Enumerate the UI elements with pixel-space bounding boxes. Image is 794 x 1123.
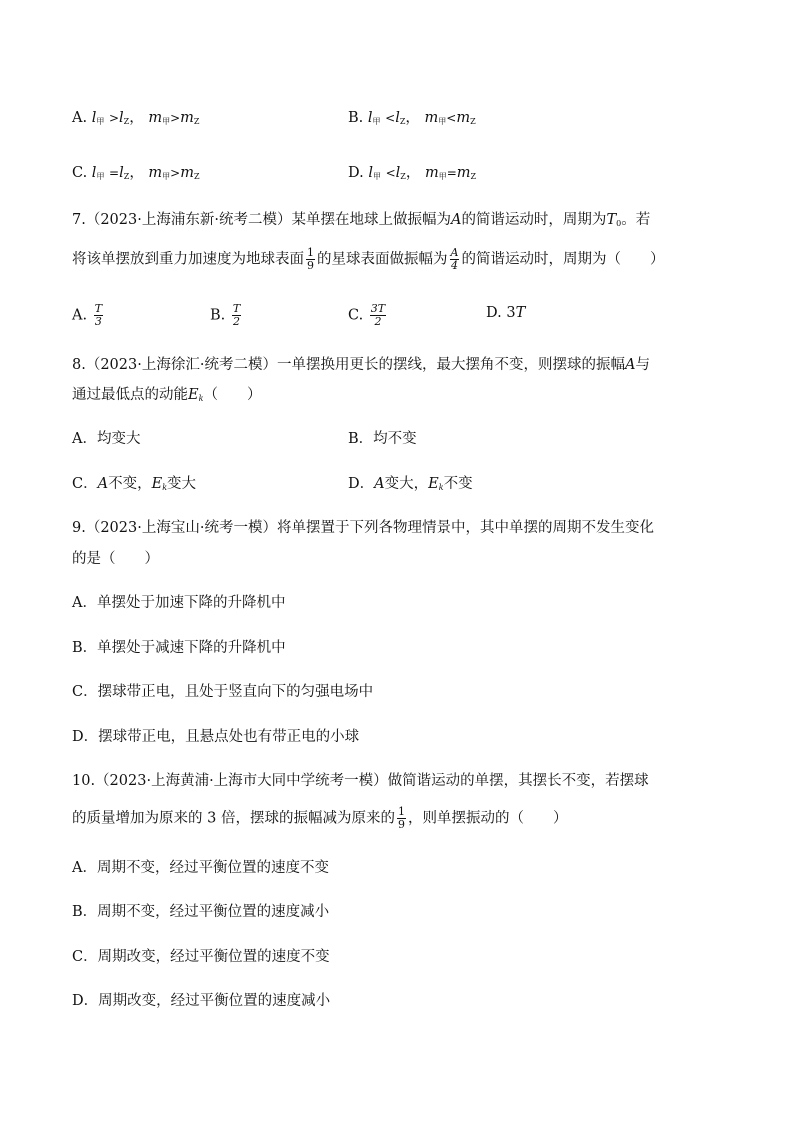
option-label: D． xyxy=(348,476,375,492)
fraction-one-ninth xyxy=(397,806,406,831)
subscript: k xyxy=(162,483,168,492)
q7-option-c[interactable] xyxy=(348,303,388,328)
amplitude-symbol: A xyxy=(97,476,109,492)
option-label: A. xyxy=(72,307,88,324)
sub-yi: Z xyxy=(123,172,130,181)
m-yi: m xyxy=(180,110,194,126)
sub-jia: 甲 xyxy=(438,117,447,126)
m-yi: m xyxy=(180,165,194,181)
text: 9.（2023·上海宝山·统考一模）将单摆置于下列各物理情景中，其中单摆的周期不发生变化 xyxy=(72,520,654,536)
m-yi: m xyxy=(456,165,471,181)
text: 变大， xyxy=(384,476,429,492)
subscript: k xyxy=(198,394,204,403)
text: （ ） xyxy=(203,387,262,403)
text: 将该单摆放到重力加速度为地球表面 xyxy=(72,251,304,268)
text: 不变， xyxy=(108,476,152,492)
text: 变大 xyxy=(167,476,197,492)
period-symbol: T xyxy=(606,212,617,228)
denominator: 2 xyxy=(233,315,241,328)
fraction xyxy=(370,303,386,328)
sub-yi: Z xyxy=(123,117,130,126)
l-jia: l xyxy=(367,110,373,126)
q9-option-c[interactable] xyxy=(72,682,373,702)
text: 7.（2023·上海浦东新·统考二模）某单摆在地球上做振幅为 xyxy=(72,212,451,228)
q8-option-d[interactable] xyxy=(348,474,473,498)
subscript: k xyxy=(438,483,444,492)
numerator: 1 xyxy=(397,805,405,818)
numerator: A xyxy=(450,246,459,259)
q9-option-d[interactable] xyxy=(72,727,359,747)
option-label: D. xyxy=(348,165,364,181)
q10-stem-line-1 xyxy=(72,771,722,791)
q8-option-c[interactable] xyxy=(72,474,196,498)
q7-option-d[interactable] xyxy=(486,303,525,323)
fraction-a-over-4 xyxy=(450,247,460,272)
sub-jia: 甲 xyxy=(372,172,381,181)
text: ，则单摆振动的（ ） xyxy=(407,810,568,827)
option-label: C. xyxy=(72,165,88,181)
operator: > xyxy=(108,111,120,125)
operator: > xyxy=(170,166,181,180)
text: 的质量增加为原来的 3 倍，摆球的振幅减为原来的 xyxy=(72,810,395,827)
energy-symbol: E xyxy=(428,476,439,492)
amplitude-symbol: A xyxy=(624,357,636,373)
l-yi: l xyxy=(395,110,400,126)
q7-option-b[interactable] xyxy=(210,303,243,328)
option-text: A．单摆处于加速下降的升降机中 xyxy=(72,595,286,611)
sub-yi: Z xyxy=(470,172,477,181)
text: 8.（2023·上海徐汇·统考二模）一单摆换用更长的摆线，最大摆角不变，则摆球的振幅 xyxy=(72,357,625,373)
l-yi: l xyxy=(119,165,124,181)
sub-yi: Z xyxy=(193,117,200,126)
numerator: 3T xyxy=(370,302,386,315)
denominator: 9 xyxy=(307,259,314,272)
option-label: B. xyxy=(210,307,226,324)
text: 通过最低点的动能 xyxy=(72,387,188,403)
operator: > xyxy=(170,111,181,125)
m-jia: m xyxy=(424,165,439,181)
q8-stem-line-2 xyxy=(72,385,722,409)
operator: < xyxy=(385,111,396,125)
sub-yi: Z xyxy=(399,117,406,126)
sub-jia: 甲 xyxy=(372,117,381,126)
fraction-one-ninth xyxy=(306,247,315,272)
option-text: A．周期不变，经过平衡位置的速度不变 xyxy=(72,860,329,876)
operator: < xyxy=(385,166,396,180)
m-jia: m xyxy=(424,110,439,126)
amplitude-symbol: A xyxy=(374,476,385,492)
text: 的简谐运动时，周期为 xyxy=(461,212,607,228)
text: 与 xyxy=(635,357,650,373)
q6-option-b[interactable]: B. $l_甲 <l_Z$， $m_甲<m_Z$ xyxy=(348,110,476,126)
q8-option-a[interactable] xyxy=(72,429,140,449)
l-yi: l xyxy=(395,165,401,181)
m-jia: m xyxy=(148,165,163,181)
energy-symbol: E xyxy=(151,476,163,492)
q10-option-b[interactable] xyxy=(72,902,329,922)
numerator: 1 xyxy=(307,246,314,259)
q8-option-b[interactable] xyxy=(348,429,417,449)
option-text: B．均不变 xyxy=(348,431,417,447)
denominator: 4 xyxy=(450,259,458,272)
text: 10.（2023·上海黄浦·上海市大同中学统考一模）做简谐运动的单摆，其摆长不变，若摆球 xyxy=(72,773,649,789)
option-text: D．摆球带正电，且悬点处也有带正电的小球 xyxy=(72,729,360,745)
sub-jia: 甲 xyxy=(96,117,105,126)
option-text: B．单摆处于减速下降的升降机中 xyxy=(72,640,286,656)
q10-option-c[interactable] xyxy=(72,947,330,967)
option-label: C. xyxy=(348,307,364,324)
text: 的是（ ） xyxy=(72,551,159,567)
q9-option-a[interactable] xyxy=(72,593,285,613)
amplitude-symbol: A xyxy=(450,212,462,228)
denominator: 9 xyxy=(397,818,405,831)
q9-stem-line-2 xyxy=(72,549,722,569)
q7-stem-line-2 xyxy=(72,247,722,272)
q8-stem-line-1 xyxy=(72,355,722,375)
q6-option-a[interactable]: A. $l_甲 >l_Z$， $m_甲>m_Z$ xyxy=(72,110,200,126)
q6-option-c[interactable]: C. $l_甲 =l_Z$， $m_甲>m_Z$ xyxy=(72,165,200,181)
value: 3 xyxy=(506,305,516,321)
text: 的简谐运动时，周期为（ ） xyxy=(461,251,665,268)
option-text: D．周期改变，经过平衡位置的速度减小 xyxy=(72,993,331,1009)
sub-jia: 甲 xyxy=(162,172,171,181)
operator: = xyxy=(446,166,457,180)
option-text: C．摆球带正电，且处于竖直向下的匀强电场中 xyxy=(72,684,374,700)
sub-jia: 甲 xyxy=(438,172,447,181)
fraction xyxy=(232,303,241,328)
l-jia: l xyxy=(368,165,373,181)
q10-option-a[interactable] xyxy=(72,858,329,878)
numerator: T xyxy=(94,302,103,315)
denominator: 3 xyxy=(94,315,102,328)
numerator: T xyxy=(232,302,241,315)
q6-option-d[interactable]: D. $l_甲 <l_Z$， $m_甲=m_Z$ xyxy=(348,165,477,181)
option-label: C． xyxy=(72,476,98,492)
option-label: A. xyxy=(72,110,88,126)
fraction xyxy=(94,303,103,328)
text: 的星球表面做振幅为 xyxy=(317,251,448,268)
operator: = xyxy=(109,166,120,180)
l-jia: l xyxy=(91,110,97,126)
q7-option-a[interactable] xyxy=(72,303,105,328)
l-yi: l xyxy=(119,110,124,126)
q10-stem-line-2 xyxy=(72,806,722,831)
sub-yi: Z xyxy=(470,117,476,126)
q7-stem-line-1 xyxy=(72,210,722,234)
option-text: A．均变大 xyxy=(72,431,141,447)
option-text: B．周期不变，经过平衡位置的速度减小 xyxy=(72,904,330,920)
period-symbol: T xyxy=(515,305,526,321)
l-jia: l xyxy=(91,165,97,181)
denominator: 2 xyxy=(374,315,382,328)
q9-option-b[interactable] xyxy=(72,638,286,658)
sub-jia: 甲 xyxy=(96,172,105,181)
m-yi: m xyxy=(456,110,471,126)
subscript: 0 xyxy=(616,219,622,228)
energy-symbol: E xyxy=(188,387,199,403)
sub-yi: Z xyxy=(193,172,200,181)
m-jia: m xyxy=(148,110,163,126)
option-label: B. xyxy=(348,110,364,126)
text: 不变 xyxy=(443,476,473,492)
operator: < xyxy=(446,111,457,125)
q9-stem-line-1 xyxy=(72,518,722,538)
option-text: C．周期改变，经过平衡位置的速度不变 xyxy=(72,949,330,965)
option-label: D. xyxy=(486,305,502,321)
text: 。若 xyxy=(621,212,651,228)
sub-yi: Z xyxy=(400,172,406,181)
q10-option-d[interactable] xyxy=(72,991,330,1011)
sub-jia: 甲 xyxy=(162,117,171,126)
